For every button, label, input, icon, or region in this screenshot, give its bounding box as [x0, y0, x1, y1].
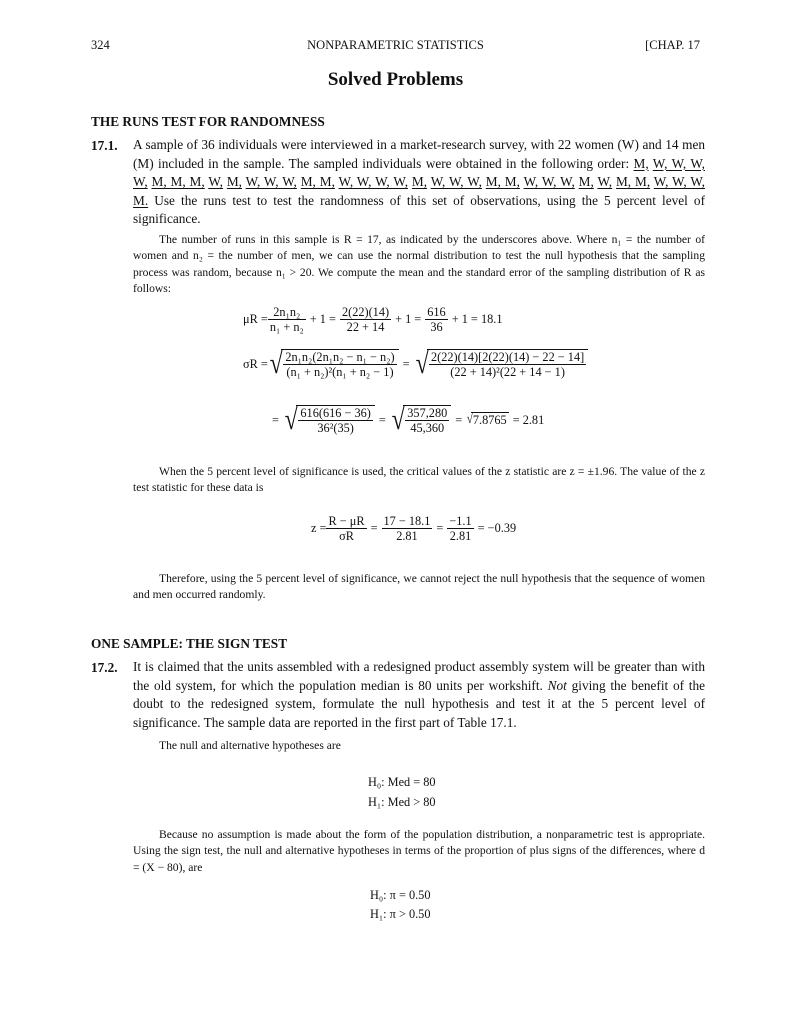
run: M, [578, 174, 594, 189]
numerator: 2n₁n₂(2n₁n₂ − n₁ − n₂) [285, 350, 395, 364]
run: M, [633, 155, 649, 171]
eq-term: + 1 = 18.1 [451, 312, 503, 326]
fraction [340, 305, 391, 334]
problem-number: 17.1. [91, 138, 118, 153]
fraction [382, 514, 433, 543]
numerator: −1.1 [449, 514, 472, 528]
null-hypothesis: H₀: π = 0.50 [370, 888, 431, 902]
run: W, W, W, W, [338, 174, 409, 189]
radical-sign: √ [284, 403, 298, 436]
run: M, [411, 174, 428, 189]
page-number: 324 [91, 38, 110, 52]
eq-term: = [455, 412, 463, 427]
running-title: NONPARAMETRIC STATISTICS [307, 38, 484, 52]
fraction [405, 406, 449, 435]
eq-term: z = [311, 521, 327, 535]
fraction [429, 350, 586, 379]
problem-statement [133, 658, 705, 732]
fraction [283, 350, 396, 379]
alt-hypothesis: H₁: Med > 80 [368, 795, 436, 809]
run: M, M, M, [151, 174, 205, 189]
run: M. [133, 192, 149, 208]
eq-term: = [378, 412, 386, 427]
problem-tail: Use the runs test to test the randomness of this set of observations, using the 5 percent level of significance. [133, 192, 705, 226]
run: W, W, W, W, [133, 155, 705, 189]
problem-number: 17.2. [91, 660, 118, 675]
radical-sign: √ [391, 403, 405, 436]
run: M, [226, 174, 243, 189]
run: W, W, W, [245, 174, 297, 189]
eq-term: = 2.81 [512, 412, 545, 427]
eq-term: + 1 = [309, 312, 336, 326]
problem-text: giving the benefit of the doubt to the redesigned system, formulate the null hypothesis and test it at the 5 percent level of significance. The sample data are reported in the first part of Table 17.1. [133, 677, 706, 730]
section-heading-runs-test: THE RUNS TEST FOR RANDOMNESS [91, 114, 325, 129]
denominator: 36 [430, 320, 443, 334]
denominator: (n₁ + n₂)²(n₁ + n₂ − 1) [286, 365, 394, 379]
eq-term: = [370, 521, 378, 535]
radicand [403, 405, 451, 435]
denominator: 36²(35) [317, 421, 354, 435]
fraction [268, 305, 306, 334]
emphasis: Not [547, 677, 567, 693]
eq-term: = −0.39 [477, 521, 517, 535]
run: W, W, W, [430, 174, 482, 189]
denominator: (22 + 14)²(22 + 14 − 1) [450, 365, 565, 379]
std-error-equation [243, 349, 588, 379]
fraction [425, 305, 447, 334]
problem-text: It is claimed that the units assembled with a redesigned product assembly system will be greater than with the old system, for which the population median is 80 units per workshift. [133, 659, 705, 693]
solution-paragraph: Because no assumption is made about the form of the population distribution, a nonparametric test is appropriate. Using the sign test, the null and alternative hypotheses in terms of the proportion of plus signs of the differences, where d = (X − 80), are [133, 828, 705, 874]
denominator: n₁ + n₂ [269, 320, 304, 334]
alt-hypothesis: H₁: π > 0.50 [370, 907, 431, 921]
null-hypothesis: H₀: Med = 80 [368, 775, 436, 789]
fraction [326, 514, 366, 543]
eq-term: σR = [243, 356, 268, 371]
numerator: R − μR [328, 514, 365, 528]
eq-term: = [272, 412, 279, 427]
run: M, M, [300, 174, 335, 189]
section-heading-sign-test: ONE SAMPLE: THE SIGN TEST [91, 636, 288, 651]
numerator: 2(22)(14) [341, 305, 390, 319]
chapter-label: [CHAP. 17 [645, 38, 700, 52]
numerator: 616(616 − 36) [300, 406, 371, 420]
solution-paragraph: Therefore, using the 5 percent level of significance, we cannot reject the null hypothesis that the sequence of women and men occurred randomly. [133, 572, 705, 602]
radicand [296, 405, 374, 435]
z-equation [311, 514, 520, 543]
run: W, [597, 174, 613, 189]
mean-equation [243, 305, 506, 334]
radical-sign: √ [269, 347, 283, 380]
radicand [281, 349, 398, 379]
page-title: Solved Problems [327, 69, 464, 90]
denominator: 45,360 [410, 421, 445, 435]
denominator: 22 + 14 [346, 320, 385, 334]
run: M, M, [485, 174, 520, 189]
denominator: σR [339, 529, 354, 543]
solution-paragraph: When the 5 percent level of significance is used, the critical values of the z statistic are z = ±1.96. The value of the z test statistic for these data is [133, 465, 705, 495]
eq-term: = [436, 521, 444, 535]
fraction [298, 406, 372, 435]
run: W, W, W, [523, 174, 575, 189]
numerator: 616 [427, 305, 446, 319]
numerator: 2(22)(14)[2(22)(14) − 22 − 14] [431, 350, 585, 364]
eq-term: μR = [243, 312, 268, 326]
run: W, [208, 174, 223, 189]
problem-statement [133, 136, 705, 229]
std-error-equation-cont [268, 405, 548, 435]
numerator: 357,280 [407, 406, 448, 420]
radical-sign: √ [466, 412, 474, 427]
eq-term: = [402, 356, 410, 371]
radicand [427, 349, 588, 379]
denominator: 2.81 [396, 529, 418, 543]
radicand: 7.8765 [472, 413, 507, 427]
run: W, W, W, [653, 174, 705, 189]
problem-lead: A sample of 36 individuals were interviewed in a market-research survey, with 22 women (W) and 14 men (M) included in the sample. The sampled individuals were obtained in the following order: [133, 137, 705, 171]
run: M, M, [615, 174, 651, 189]
fraction [447, 514, 473, 543]
solution-paragraph: The null and alternative hypotheses are [159, 739, 341, 752]
eq-term: + 1 = [395, 312, 422, 326]
numerator: 17 − 18.1 [383, 514, 431, 528]
radical-sign: √ [415, 347, 429, 380]
numerator: 2n₁n₂ [268, 305, 306, 320]
solution-paragraph: The number of runs in this sample is R = 17, as indicated by the underscores above. Where n₁ = the number of women and n₂ = the number of men, we can use the normal distribution to test the null hypothesis that the sampling process was random, because n₁ > 20. We compute the mean and the standard error of the sampling distribution of R as follows: [133, 233, 705, 295]
denominator: 2.81 [449, 529, 472, 543]
